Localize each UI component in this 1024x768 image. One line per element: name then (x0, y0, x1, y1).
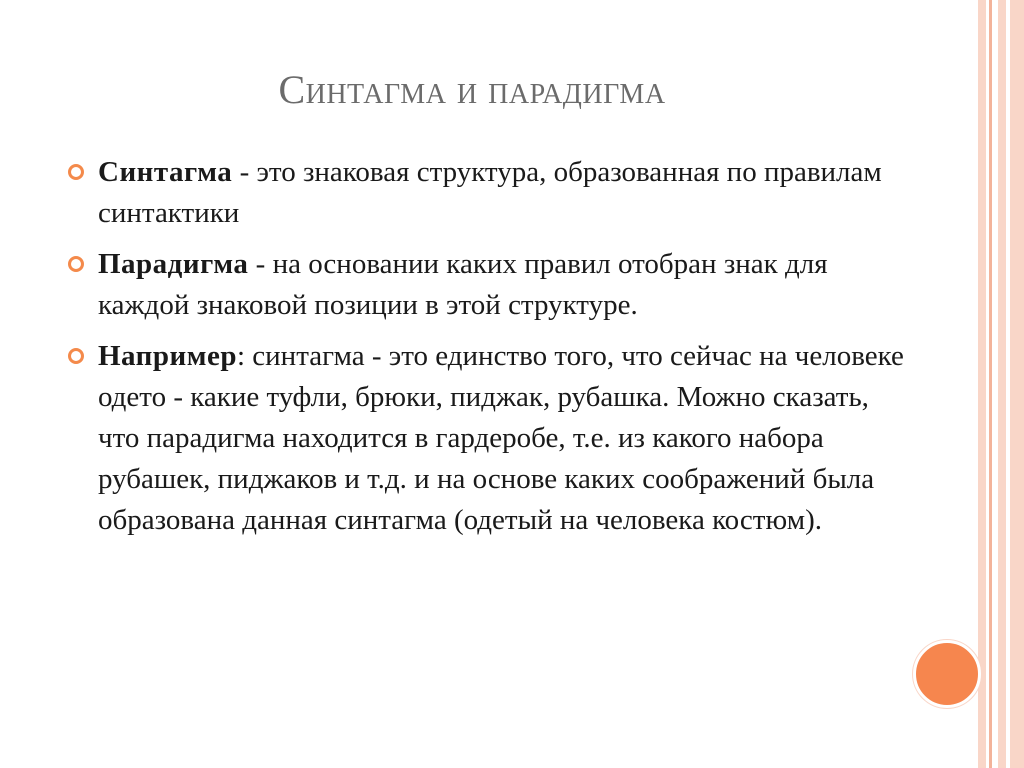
border-stripe (998, 0, 1006, 768)
bullet-text: - на основании каких правил отобран знак для каждой знаковой позиции в этой структуре. (98, 248, 828, 321)
slide-title: Синтагма и парадигма (278, 67, 666, 112)
bullet-text: - это знаковая структура, образованная по правилам синтактики (98, 156, 882, 229)
ring-bullet-icon (68, 256, 84, 272)
border-stripe (978, 0, 986, 768)
list-item (68, 244, 908, 326)
bullet-term: Парадигма (98, 248, 249, 280)
list-item (68, 336, 908, 541)
ring-bullet-icon (68, 164, 84, 180)
border-stripe (1010, 0, 1024, 768)
bullet-text: : синтагма - это единство того, что сейчас на человеке одето - какие туфли, брюки, пиджак, рубашка. Можно сказать, что парадигма находится в гардеробе, т.е. из какого набора рубашек, пиджаков и т.д. и на основе каких соображений была образована данная синтагма (одетый на человека костюм). (98, 340, 904, 536)
bullet-list (68, 152, 908, 551)
bullet-term: Например (98, 340, 237, 372)
list-item (68, 152, 908, 234)
bullet-term: Синтагма (98, 156, 233, 188)
orange-circle-icon (913, 640, 981, 708)
ring-bullet-icon (68, 348, 84, 364)
